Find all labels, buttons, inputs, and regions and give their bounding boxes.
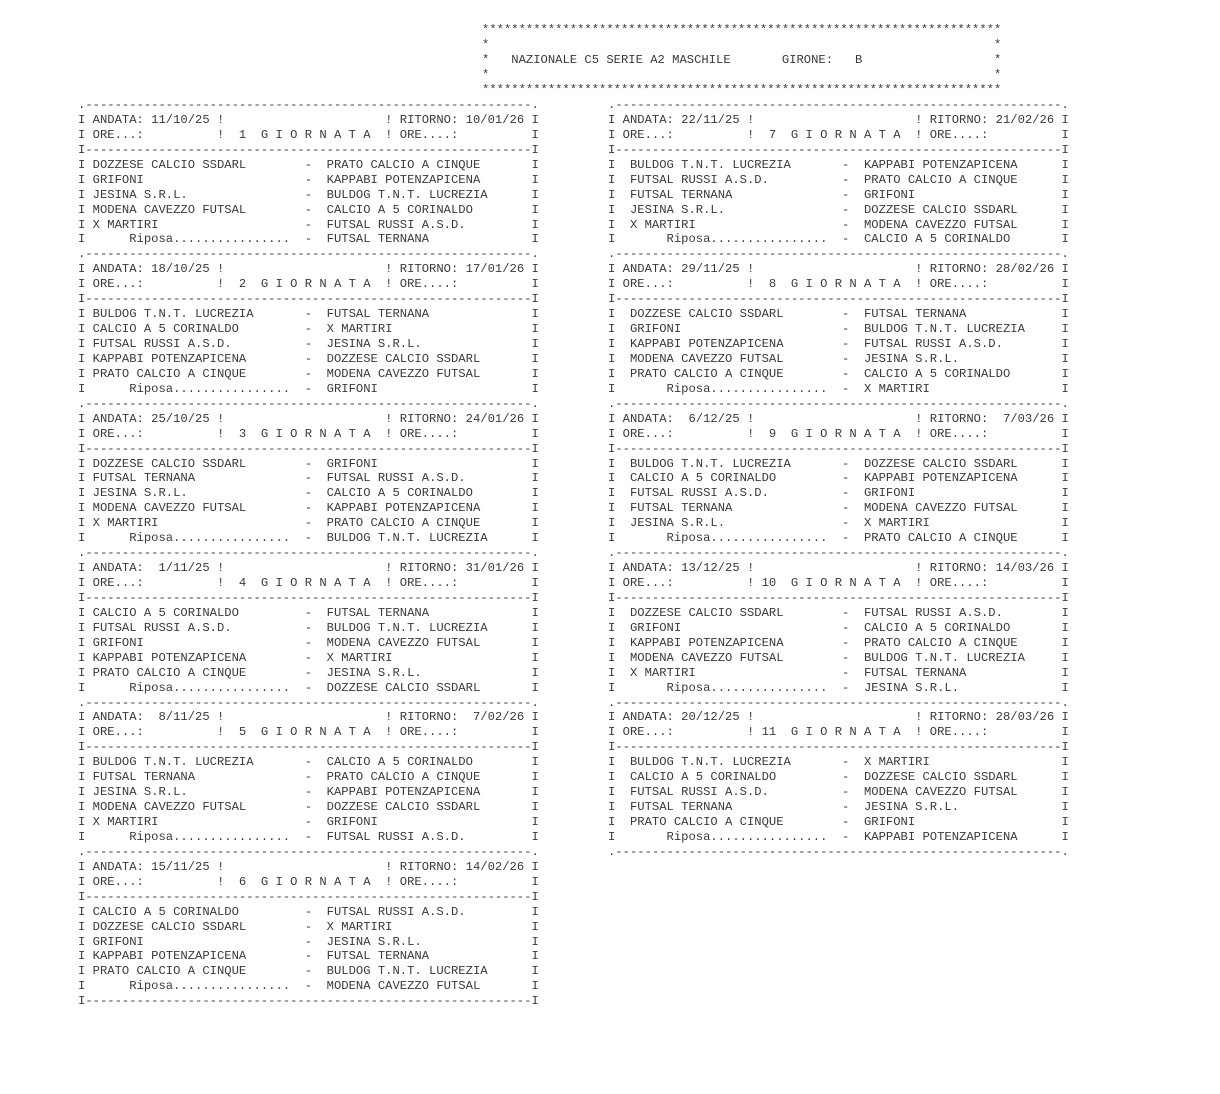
separator-line: .-------------------------------------------------------------. — [78, 546, 539, 561]
match-line: I CALCIO A 5 CORINALDO - KAPPABI POTENZAPICENA I — [608, 471, 1069, 486]
match-line: I PRATO CALCIO A CINQUE - CALCIO A 5 CORINALDO I — [608, 366, 1069, 381]
match-line: I MODENA CAVEZZO FUTSAL - CALCIO A 5 CORINALDO I — [78, 202, 539, 217]
separator-line: .-------------------------------------------------------------. — [608, 546, 1069, 561]
separator-line: .-------------------------------------------------------------. — [608, 247, 1069, 262]
match-line: I JESINA S.R.L. - CALCIO A 5 CORINALDO I — [78, 486, 539, 501]
round-dates-line: I ANDATA: 15/11/25 ! ! RITORNO: 14/02/26 I — [78, 859, 539, 874]
match-line: I DOZZESE CALCIO SSDARL - FUTSAL TERNANA I — [608, 307, 1069, 322]
rest-team-line: I Riposa................ - MODENA CAVEZZO FUTSAL I — [78, 979, 539, 994]
match-line: I FUTSAL RUSSI A.S.D. - BULDOG T.N.T. LUCREZIA I — [78, 620, 539, 635]
match-line: I GRIFONI - KAPPABI POTENZAPICENA I — [78, 172, 539, 187]
match-line: I FUTSAL TERNANA - PRATO CALCIO A CINQUE I — [78, 770, 539, 785]
header-line: * * — [482, 37, 1002, 52]
match-line: I FUTSAL TERNANA - GRIFONI I — [608, 187, 1069, 202]
match-line: I BULDOG T.N.T. LUCREZIA - DOZZESE CALCIO SSDARL I — [608, 456, 1069, 471]
rest-team-line: I Riposa................ - KAPPABI POTENZAPICENA I — [608, 829, 1069, 844]
separator-line: .-------------------------------------------------------------. — [78, 247, 539, 262]
match-line: I PRATO CALCIO A CINQUE - MODENA CAVEZZO FUTSAL I — [78, 366, 539, 381]
round-dates-line: I ANDATA: 11/10/25 ! ! RITORNO: 10/01/26 I — [78, 112, 539, 127]
match-line: I FUTSAL RUSSI A.S.D. - MODENA CAVEZZO FUTSAL I — [608, 785, 1069, 800]
separator-line: I-------------------------------------------------------------I — [78, 994, 539, 1009]
match-line: I FUTSAL TERNANA - JESINA S.R.L. I — [608, 800, 1069, 815]
match-line: I BULDOG T.N.T. LUCREZIA - FUTSAL TERNANA I — [78, 307, 539, 322]
round-title-line: I ORE...: ! 6 G I O R N A T A ! ORE....: I — [78, 874, 539, 889]
round-title-line: I ORE...: ! 4 G I O R N A T A ! ORE....: I — [78, 576, 539, 590]
rest-team-line: I Riposa................ - X MARTIRI I — [608, 381, 1069, 396]
separator-line: I-------------------------------------------------------------I — [608, 590, 1069, 605]
header-title-line: * NAZIONALE C5 SERIE A2 MASCHILE GIRONE: B * — [482, 52, 1002, 67]
rest-team-line: I Riposa................ - GRIFONI I — [78, 381, 539, 396]
match-line: I DOZZESE CALCIO SSDARL - GRIFONI I — [78, 456, 539, 471]
match-line: I X MARTIRI - PRATO CALCIO A CINQUE I — [78, 516, 539, 531]
header-line: *********************************************************************** — [482, 82, 1002, 97]
match-line: I BULDOG T.N.T. LUCREZIA - CALCIO A 5 CORINALDO I — [78, 755, 539, 770]
match-line: I FUTSAL RUSSI A.S.D. - PRATO CALCIO A CINQUE I — [608, 172, 1069, 187]
match-line: I CALCIO A 5 CORINALDO - FUTSAL TERNANA I — [78, 605, 539, 620]
match-line: I KAPPABI POTENZAPICENA - DOZZESE CALCIO SSDARL I — [78, 351, 539, 366]
separator-line: I-------------------------------------------------------------I — [78, 590, 539, 605]
match-line: I CALCIO A 5 CORINALDO - DOZZESE CALCIO SSDARL I — [608, 770, 1069, 785]
rest-team-line: I Riposa................ - PRATO CALCIO A CINQUE I — [608, 531, 1069, 546]
round-title-line: I ORE...: ! 5 G I O R N A T A ! ORE....: I — [78, 725, 539, 740]
round-dates-line: I ANDATA: 22/11/25 ! ! RITORNO: 21/02/26 I — [608, 112, 1069, 127]
round-dates-line: I ANDATA: 18/10/25 ! ! RITORNO: 17/01/26 I — [78, 262, 539, 277]
separator-line: I-------------------------------------------------------------I — [608, 292, 1069, 307]
round-title-line: I ORE...: ! 1 G I O R N A T A ! ORE....: I — [78, 127, 539, 142]
match-line: I PRATO CALCIO A CINQUE - GRIFONI I — [608, 815, 1069, 829]
match-line: I PRATO CALCIO A CINQUE - BULDOG T.N.T. LUCREZIA I — [78, 964, 539, 979]
match-line: I PRATO CALCIO A CINQUE - JESINA S.R.L. I — [78, 665, 539, 680]
match-line: I KAPPABI POTENZAPICENA - X MARTIRI I — [78, 650, 539, 665]
match-line: I KAPPABI POTENZAPICENA - FUTSAL RUSSI A.S.D. I — [608, 337, 1069, 351]
match-line: I CALCIO A 5 CORINALDO - FUTSAL RUSSI A.S.D. I — [78, 904, 539, 919]
rest-team-line: I Riposa................ - DOZZESE CALCIO SSDARL I — [78, 680, 539, 695]
round-dates-line: I ANDATA: 29/11/25 ! ! RITORNO: 28/02/26 I — [608, 262, 1069, 277]
match-line: I X MARTIRI - FUTSAL TERNANA I — [608, 665, 1069, 680]
match-line: I DOZZESE CALCIO SSDARL - X MARTIRI I — [78, 919, 539, 934]
match-line: I GRIFONI - JESINA S.R.L. I — [78, 934, 539, 949]
match-line: I MODENA CAVEZZO FUTSAL - KAPPABI POTENZAPICENA I — [78, 501, 539, 516]
match-line: I BULDOG T.N.T. LUCREZIA - KAPPABI POTENZAPICENA I — [608, 157, 1069, 172]
match-line: I DOZZESE CALCIO SSDARL - FUTSAL RUSSI A.S.D. I — [608, 605, 1069, 620]
header-line: * * — [482, 67, 1002, 82]
match-line: I FUTSAL TERNANA - MODENA CAVEZZO FUTSAL I — [608, 501, 1069, 516]
separator-line: I-------------------------------------------------------------I — [78, 292, 539, 307]
separator-line: .-------------------------------------------------------------. — [608, 695, 1069, 710]
match-line: I MODENA CAVEZZO FUTSAL - JESINA S.R.L. I — [608, 351, 1069, 366]
match-line: I DOZZESE CALCIO SSDARL - PRATO CALCIO A CINQUE I — [78, 157, 539, 172]
match-line: I JESINA S.R.L. - BULDOG T.N.T. LUCREZIA I — [78, 187, 539, 202]
match-line: I GRIFONI - CALCIO A 5 CORINALDO I — [608, 620, 1069, 635]
match-line: I JESINA S.R.L. - X MARTIRI I — [608, 516, 1069, 531]
match-line: I FUTSAL TERNANA - FUTSAL RUSSI A.S.D. I — [78, 471, 539, 486]
separator-line: .-------------------------------------------------------------. — [78, 695, 539, 710]
header-line: *********************************************************************** — [482, 23, 1002, 37]
separator-line: .-------------------------------------------------------------. — [78, 844, 539, 859]
rest-team-line: I Riposa................ - CALCIO A 5 CORINALDO I — [608, 232, 1069, 247]
match-line: I GRIFONI - BULDOG T.N.T. LUCREZIA I — [608, 322, 1069, 337]
rest-team-line: I Riposa................ - JESINA S.R.L. I — [608, 680, 1069, 695]
round-dates-line: I ANDATA: 6/12/25 ! ! RITORNO: 7/03/26 I — [608, 411, 1069, 426]
match-line: I CALCIO A 5 CORINALDO - X MARTIRI I — [78, 322, 539, 337]
round-dates-line: I ANDATA: 8/11/25 ! ! RITORNO: 7/02/26 I — [78, 710, 539, 725]
round-title-line: I ORE...: ! 7 G I O R N A T A ! ORE....: I — [608, 127, 1069, 142]
schedule-right-column — [608, 98, 1069, 860]
separator-line: I-------------------------------------------------------------I — [78, 740, 539, 755]
separator-line: .-------------------------------------------------------------. — [608, 844, 1069, 859]
match-line: I JESINA S.R.L. - KAPPABI POTENZAPICENA I — [78, 785, 539, 800]
round-dates-line: I ANDATA: 20/12/25 ! ! RITORNO: 28/03/26 I — [608, 710, 1069, 725]
match-line: I KAPPABI POTENZAPICENA - FUTSAL TERNANA I — [78, 949, 539, 964]
round-dates-line: I ANDATA: 1/11/25 ! ! RITORNO: 31/01/26 I — [78, 561, 539, 576]
match-line: I GRIFONI - MODENA CAVEZZO FUTSAL I — [78, 635, 539, 650]
separator-line: I-------------------------------------------------------------I — [78, 889, 539, 904]
rest-team-line: I Riposa................ - FUTSAL TERNANA I — [78, 232, 539, 247]
match-line: I MODENA CAVEZZO FUTSAL - DOZZESE CALCIO SSDARL I — [78, 800, 539, 815]
separator-line: .-------------------------------------------------------------. — [78, 396, 539, 411]
round-title-line: I ORE...: ! 2 G I O R N A T A ! ORE....: I — [78, 277, 539, 292]
match-line: I X MARTIRI - MODENA CAVEZZO FUTSAL I — [608, 217, 1069, 232]
separator-line: .-------------------------------------------------------------. — [608, 396, 1069, 411]
separator-line: .-------------------------------------------------------------. — [78, 98, 539, 112]
separator-line: I-------------------------------------------------------------I — [78, 142, 539, 157]
round-title-line: I ORE...: ! 3 G I O R N A T A ! ORE....: I — [78, 426, 539, 441]
match-line: I FUTSAL RUSSI A.S.D. - JESINA S.R.L. I — [78, 337, 539, 351]
match-line: I KAPPABI POTENZAPICENA - PRATO CALCIO A CINQUE I — [608, 635, 1069, 650]
schedule-left-column — [78, 98, 539, 1009]
rest-team-line: I Riposa................ - BULDOG T.N.T. LUCREZIA I — [78, 531, 539, 546]
match-line: I X MARTIRI - GRIFONI I — [78, 815, 539, 829]
match-line: I BULDOG T.N.T. LUCREZIA - X MARTIRI I — [608, 755, 1069, 770]
round-dates-line: I ANDATA: 25/10/25 ! ! RITORNO: 24/01/26 I — [78, 411, 539, 426]
round-title-line: I ORE...: ! 9 G I O R N A T A ! ORE....: I — [608, 426, 1069, 441]
round-title-line: I ORE...: ! 8 G I O R N A T A ! ORE....: I — [608, 277, 1069, 292]
separator-line: I-------------------------------------------------------------I — [608, 441, 1069, 456]
separator-line: .-------------------------------------------------------------. — [608, 98, 1069, 112]
rest-team-line: I Riposa................ - FUTSAL RUSSI A.S.D. I — [78, 829, 539, 844]
round-title-line: I ORE...: ! 10 G I O R N A T A ! ORE....: I — [608, 576, 1069, 590]
match-line: I MODENA CAVEZZO FUTSAL - BULDOG T.N.T. LUCREZIA I — [608, 650, 1069, 665]
match-line: I X MARTIRI - FUTSAL RUSSI A.S.D. I — [78, 217, 539, 232]
match-line: I JESINA S.R.L. - DOZZESE CALCIO SSDARL I — [608, 202, 1069, 217]
separator-line: I-------------------------------------------------------------I — [78, 441, 539, 456]
match-line: I FUTSAL RUSSI A.S.D. - GRIFONI I — [608, 486, 1069, 501]
round-dates-line: I ANDATA: 13/12/25 ! ! RITORNO: 14/03/26 I — [608, 561, 1069, 576]
championship-header-box — [482, 23, 1001, 98]
separator-line: I-------------------------------------------------------------I — [608, 142, 1069, 157]
separator-line: I-------------------------------------------------------------I — [608, 740, 1069, 755]
round-title-line: I ORE...: ! 11 G I O R N A T A ! ORE....: I — [608, 725, 1069, 740]
